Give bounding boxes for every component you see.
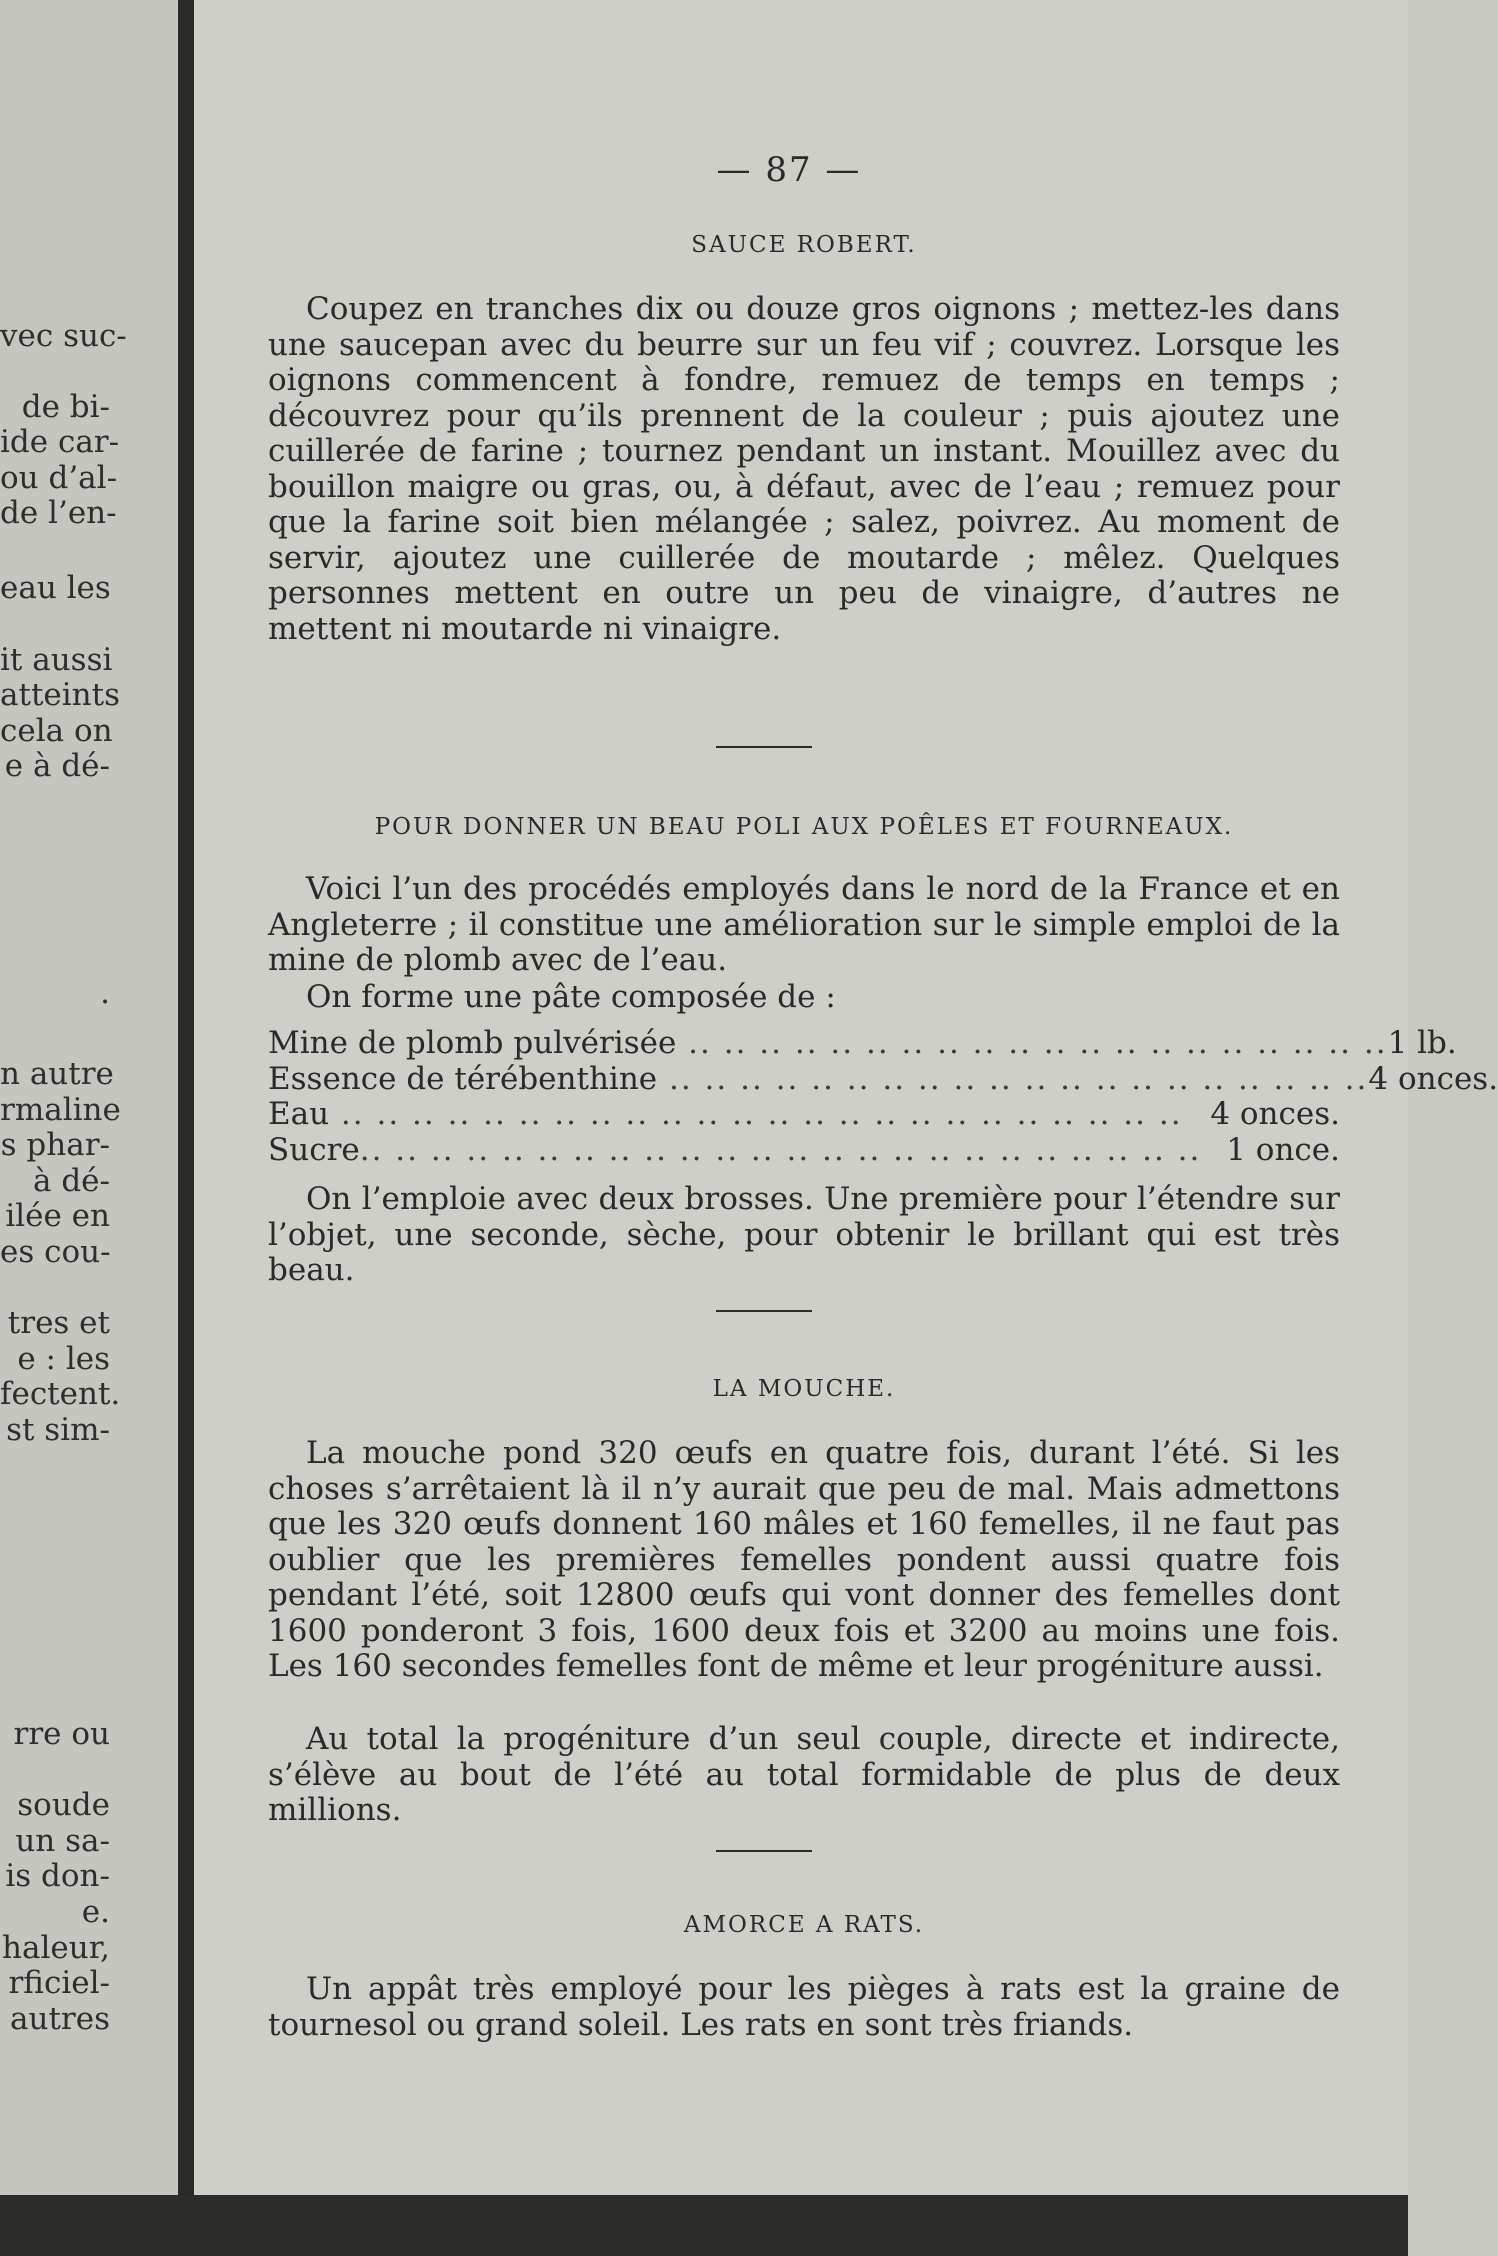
- recipe-row: [268, 1060, 1498, 1098]
- leader-dots: .. .. .. .. .. .. .. .. .. .. .. .. .. .. .. .. .. .. .. .. .. .. .. ..: [329, 1096, 1183, 1132]
- recipe-ingredient: Eau: [268, 1096, 330, 1132]
- left-page-line: rmaline: [0, 1092, 121, 1128]
- section-divider: [716, 1850, 812, 1852]
- paragraph-pate-intro: On forme une pâte composée de :: [306, 979, 836, 1015]
- left-page-line: es cou-: [0, 1234, 111, 1270]
- left-page-line: rre ou: [13, 1716, 110, 1752]
- left-page-line: s phar-: [0, 1127, 110, 1163]
- recipe-quantity: 4 onces.: [1210, 1096, 1340, 1132]
- left-page-line: autres: [10, 2001, 110, 2037]
- left-page-line: e : les: [17, 1341, 110, 1377]
- left-page-line: .: [100, 975, 110, 1011]
- book-gutter: [178, 0, 194, 2256]
- left-page-line: eau les: [0, 570, 111, 606]
- left-page-line: st sim-: [6, 1412, 110, 1448]
- page: [194, 0, 1498, 2195]
- left-page-line: ide car-: [0, 424, 120, 460]
- paragraph-amorce: Un appât très employé pour les pièges à rats est la graine de tournesol ou grand soleil. Les rats en sont très friands.: [268, 1971, 1340, 2043]
- left-page-line: ilée en: [5, 1198, 110, 1234]
- recipe-row: [268, 1025, 1457, 1062]
- left-page-line: un sa-: [15, 1823, 110, 1859]
- left-page-line: rficiel-: [8, 1965, 110, 2001]
- section-divider: [716, 1310, 812, 1312]
- leader-dots: .. .. .. .. .. .. .. .. .. .. .. .. .. .. .. .. .. .. .. .. .. .. .. ..: [359, 1131, 1202, 1168]
- paragraph-sauce-robert: Coupez en tranches dix ou douze gros oignons ; mettez-les dans une saucepan avec du beurre sur un feu vif ; couvrez. Lorsque les oignons commencent à fondre, remuez de temps en temps ; découvrez pour qu’ils prennent de la couleur ; puis ajoutez une cuillerée de farine ; tournez pendant un instant. Mouillez avec du bouillon maigre ou gras, ou, à défaut, avec de l’eau ; remuez pour que la farine soit bien mélangée ; salez, poivrez. Au moment de servir, ajoutez une cuillerée de moutarde ; mêlez. Quelques personnes mettent en outre un peu de vinaigre, d’autres ne mettent ni moutarde ni vinaigre.: [268, 291, 1340, 647]
- recipe-quantity: 1 lb.: [1387, 1025, 1457, 1061]
- left-page-line: is don-: [5, 1858, 110, 1894]
- section-divider: [716, 746, 812, 748]
- left-page-line: de l’en-: [0, 495, 117, 531]
- recipe-row: [268, 1097, 1340, 1133]
- left-page-line: de bi-: [21, 389, 110, 425]
- left-page-line: soude: [17, 1787, 110, 1823]
- section-heading-mouche: LA MOUCHE.: [712, 1376, 896, 1402]
- left-page-line: tres et: [7, 1305, 110, 1341]
- recipe-ingredient: Sucre: [268, 1131, 360, 1168]
- paragraph-poeles-usage: On l’emploie avec deux brosses. Une première pour l’étendre sur l’objet, une seconde, sèche, pour obtenir le brillant qui est très beau.: [268, 1181, 1340, 1288]
- left-page-line: e.: [81, 1894, 110, 1930]
- recipe-ingredient: Mine de plomb pulvérisée: [268, 1025, 677, 1061]
- recipe-ingredient: Essence de térébenthine: [268, 1060, 658, 1097]
- left-page-line: haleur,: [2, 1930, 110, 1966]
- left-page-line: it aussi: [0, 642, 113, 678]
- section-heading-poeles: POUR DONNER UN BEAU POLI AUX POÊLES ET FOURNEAUX.: [374, 814, 1234, 840]
- left-page-line: cela on: [0, 713, 113, 749]
- page-bottom-edge: [0, 2195, 1408, 2256]
- left-page-line: n autre: [0, 1056, 114, 1092]
- recipe-row: [268, 1133, 1340, 1169]
- recipe-quantity: 4 onces.: [1368, 1060, 1498, 1097]
- recipe-quantity: 1 once.: [1226, 1131, 1340, 1168]
- left-page-line: e à dé-: [4, 748, 110, 784]
- paragraph-poeles-intro: Voici l’un des procédés employés dans le nord de la France et en Angleterre ; il constitue une amélioration sur le simple emploi de la mine de plomb avec de l’eau.: [268, 871, 1340, 978]
- paragraph-mouche-total: Au total la progéniture d’un seul couple, directe et indirecte, s’élève au bout de l’été au total formidable de plus de deux millions.: [268, 1721, 1340, 1828]
- left-page-line: atteints: [0, 677, 120, 713]
- leader-dots: .. .. .. .. .. .. .. .. .. .. .. .. .. .. .. .. .. .. .. ..: [657, 1060, 1369, 1097]
- left-page-line: fectent.: [0, 1376, 121, 1412]
- left-page-line: vec suc-: [0, 318, 127, 354]
- recipe-list: [268, 1025, 1498, 1168]
- section-heading-sauce-robert: SAUCE ROBERT.: [691, 232, 917, 258]
- left-page-line: ou d’al-: [0, 460, 118, 496]
- section-heading-amorce: AMORCE A RATS.: [683, 1912, 925, 1938]
- leader-dots: .. .. .. .. .. .. .. .. .. .. .. .. .. .. .. .. .. .. .. ..: [676, 1025, 1388, 1061]
- page-number: — 87 —: [716, 150, 862, 190]
- left-page-line: à dé-: [32, 1163, 110, 1199]
- paragraph-mouche: La mouche pond 320 œufs en quatre fois, durant l’été. Si les choses s’arrêtaient là il n’y aurait que peu de mal. Mais admettons que les 320 œufs donnent 160 mâles et 160 femelles, il ne faut pas oublier que les premières femelles pondent aussi quatre fois pendant l’été, soit 12800 œufs qui vont donner des femelles dont 1600 ponderont 3 fois, 1600 deux fois et 3200 au moins une fois. Les 160 secondes femelles font de même et leur progéniture aussi.: [268, 1435, 1340, 1684]
- left-page-fragment: [0, 0, 178, 2256]
